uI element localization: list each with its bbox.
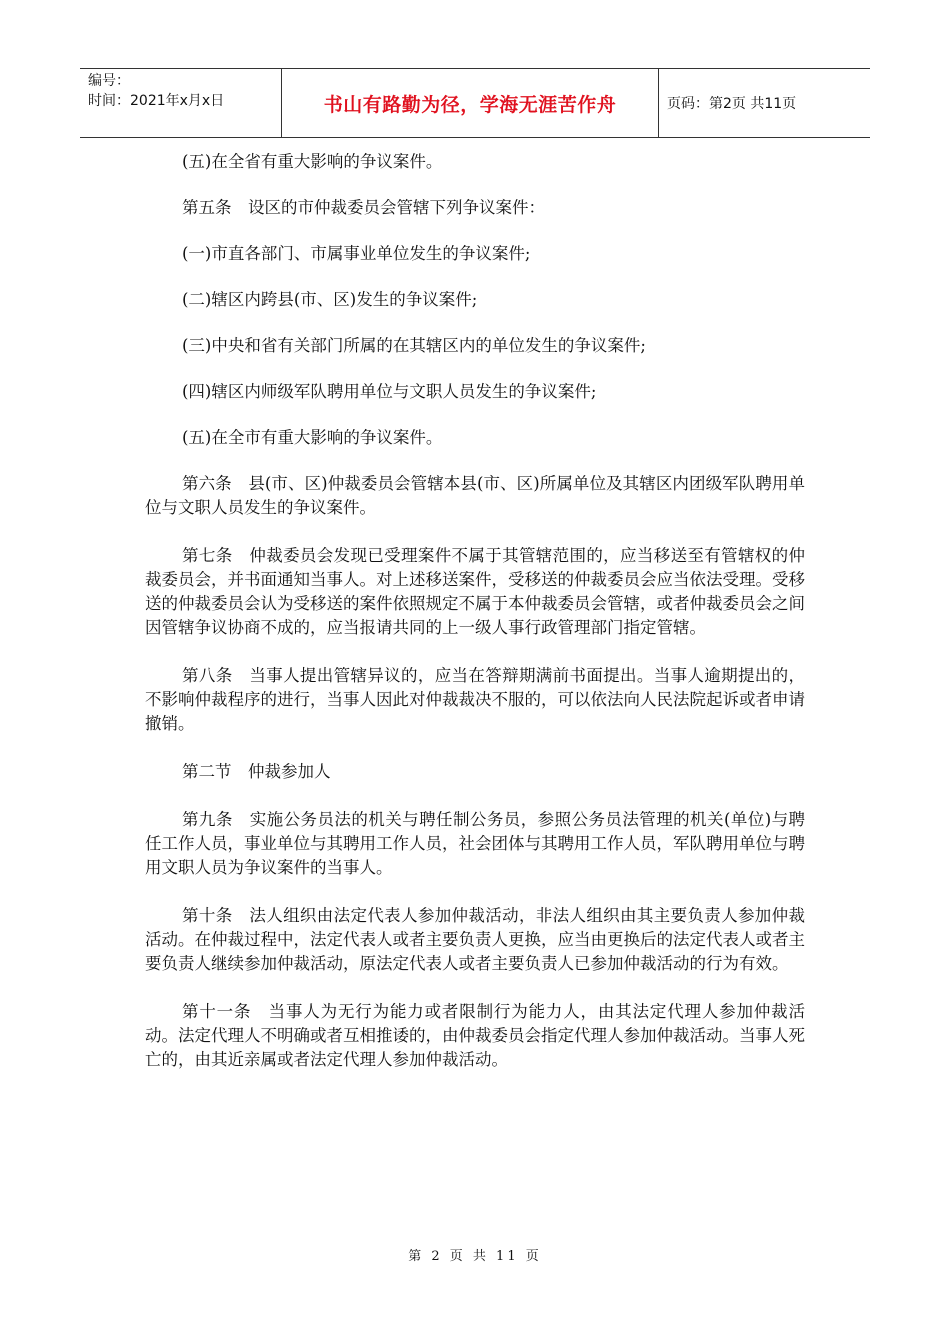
header-motto: 书山有路勤为径，学海无涯苦作舟 <box>282 69 659 137</box>
date-label: 时间：2021年x月x日 <box>88 93 225 109</box>
article-paragraph: 第九条 实施公务员法的机关与聘任制公务员，参照公务员法管理的机关(单位)与聘任工作人员，事业单位与其聘用工作人员，社会团体与其聘用工作人员，军队聘用单位与聘用文职人员为争议案件的当事人。 <box>145 810 805 877</box>
paragraph: (五)在全市有重大影响的争议案件。 <box>182 428 443 447</box>
article-paragraph: 第十一条 当事人为无行为能力或者限制行为能力人，由其法定代理人参加仲裁活动。法定代理人不明确或者互相推诿的，由仲裁委员会指定代理人参加仲裁活动。当事人死亡的，由其近亲属或者法定代理人参加仲裁活动。 <box>145 1002 805 1069</box>
paragraph: (五)在全省有重大影响的争议案件。 <box>182 152 443 171</box>
article-heading: 第五条 设区的市仲裁委员会管辖下列争议案件： <box>182 198 545 217</box>
page-footer: 第 2 页 共 11 页 <box>408 1249 542 1264</box>
article-paragraph: 第六条 县(市、区)仲裁委员会管辖本县(市、区)所属单位及其辖区内团级军队聘用单位与文职人员发生的争议案件。 <box>145 474 805 517</box>
serial-number-label: 编号： <box>88 73 130 89</box>
article-paragraph: 第八条 当事人提出管辖异议的，应当在答辩期满前书面提出。当事人逾期提出的，不影响仲裁程序的进行，当事人因此对仲裁裁决不服的，可以依法向人民法院起诉或者申请撤销。 <box>145 666 805 733</box>
section-heading: 第二节 仲裁参加人 <box>182 762 331 781</box>
paragraph: (二)辖区内跨县(市、区)发生的争议案件; <box>182 290 478 309</box>
page-header <box>80 68 870 138</box>
header-meta-cell <box>80 69 282 137</box>
paragraph: (三)中央和省有关部门所属的在其辖区内的单位发生的争议案件; <box>182 336 646 355</box>
paragraph: (一)市直各部门、市属事业单位发生的争议案件; <box>182 244 531 263</box>
header-page-info: 页码：第2页 共11页 <box>667 96 797 112</box>
document-body <box>145 150 805 1096</box>
paragraph: (四)辖区内师级军队聘用单位与文职人员发生的争议案件; <box>182 382 597 401</box>
article-paragraph: 第十条 法人组织由法定代表人参加仲裁活动，非法人组织由其主要负责人参加仲裁活动。在仲裁过程中，法定代表人或者主要负责人更换，应当由更换后的法定代表人或者主要负责人继续参加仲裁活动，原法定代表人或者主要负责人已参加仲裁活动的行为有效。 <box>145 906 805 973</box>
article-paragraph: 第七条 仲裁委员会发现已受理案件不属于其管辖范围的，应当移送至有管辖权的仲裁委员会，并书面通知当事人。对上述移送案件，受移送的仲裁委员会应当依法受理。受移送的仲裁委员会认为受移送的案件依照规定不属于本仲裁委员会管辖，或者仲裁委员会之间因管辖争议协商不成的，应当报请共同的上一级人事行政管理部门指定管辖。 <box>145 546 805 637</box>
